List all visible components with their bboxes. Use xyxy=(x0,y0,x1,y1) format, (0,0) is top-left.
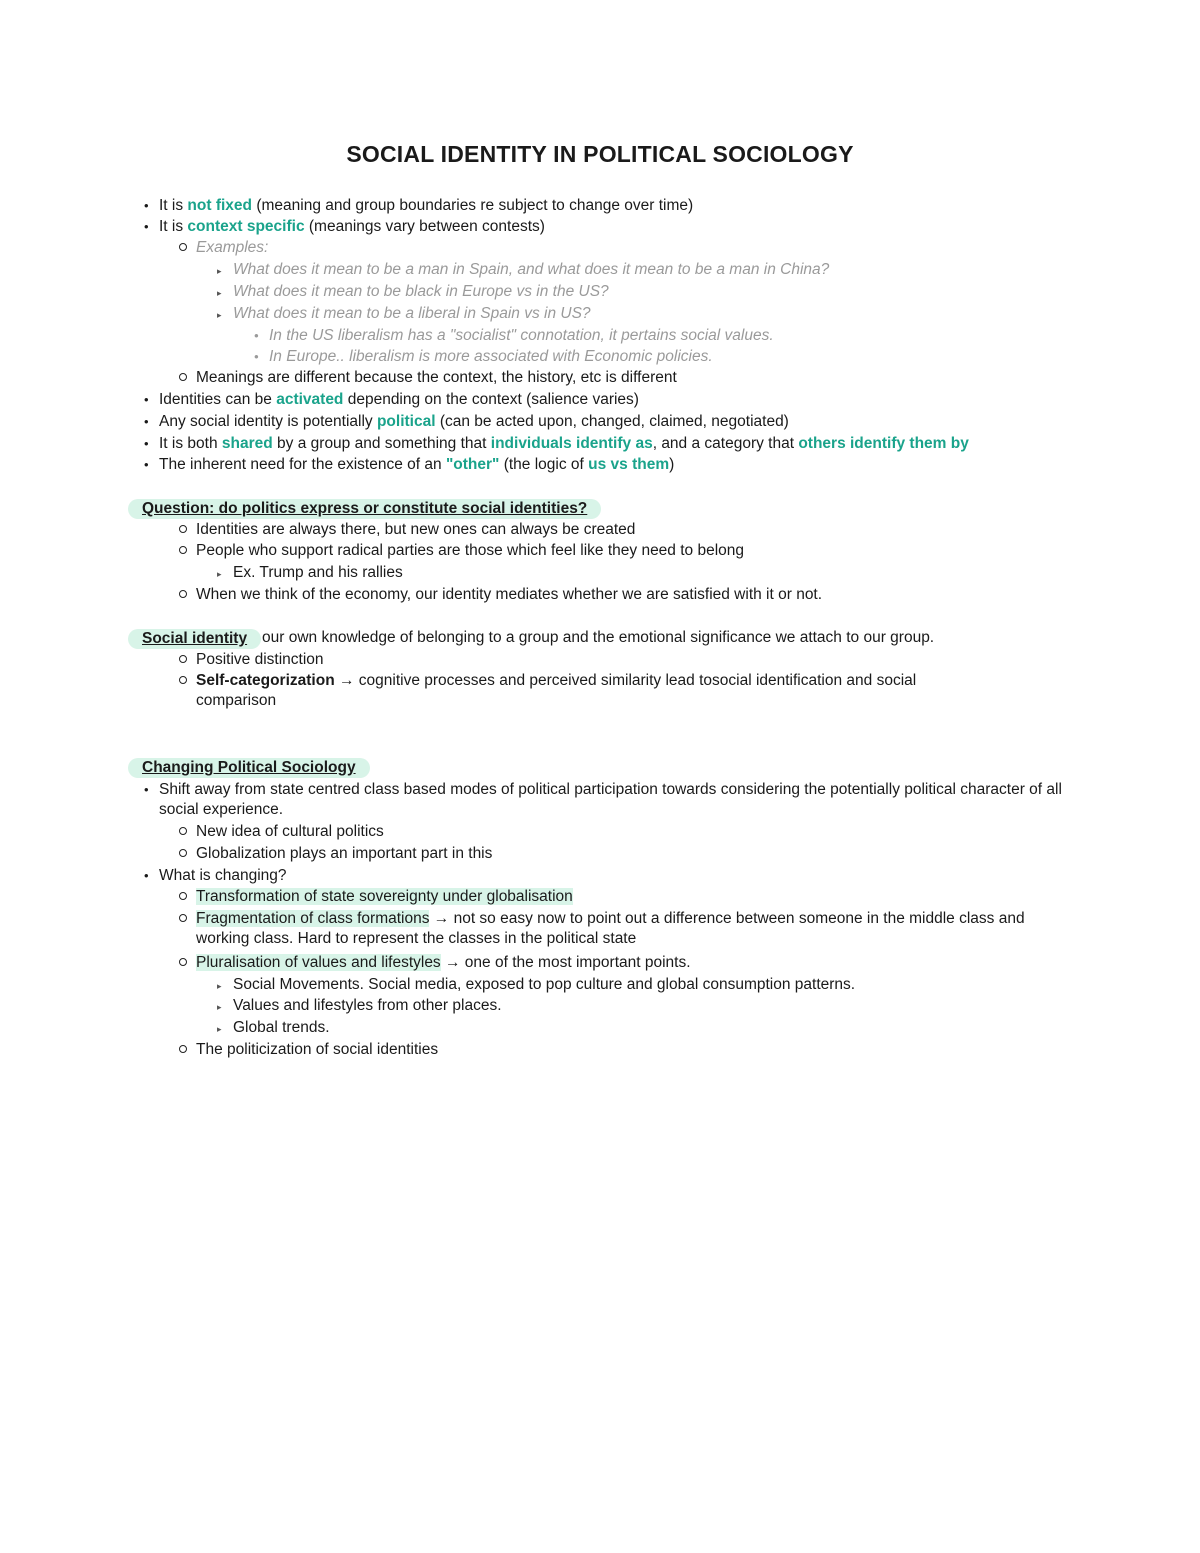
bullet-icon: • xyxy=(144,414,149,429)
list-item: ▸ Values and lifestyles from other places. xyxy=(233,996,502,1016)
circle-bullet-icon xyxy=(179,546,187,554)
list-item: • It is context specific (meanings vary between contests) xyxy=(144,218,545,235)
arrow-bullet-icon: ▸ xyxy=(217,288,222,298)
list-item: • Shift away from state centred class based modes of political participation towards considering the potentially political character of all social experience. xyxy=(144,781,1062,818)
list-item: Identities are always there, but new ones can always be created xyxy=(196,520,635,540)
list-item: Fragmentation of class formations → not so easy now to point out a difference between someone in the middle class and working class. Hard to represent the classes in the political state xyxy=(196,909,1056,949)
list-item: When we think of the economy, our identity mediates whether we are satisfied with it or not. xyxy=(196,585,822,605)
page-title: SOCIAL IDENTITY IN POLITICAL SOCIOLOGY xyxy=(346,141,854,167)
list-item: ▸ Ex. Trump and his rallies xyxy=(233,563,403,583)
circle-bullet-icon xyxy=(179,525,187,533)
circle-bullet-icon xyxy=(179,590,187,598)
circle-bullet-icon xyxy=(179,373,187,381)
list-item: ▸ Social Movements. Social media, exposed to pop culture and global consumption patterns. xyxy=(233,975,855,995)
list-item: ▸ What does it mean to be black in Europe vs in the US? xyxy=(233,282,609,302)
list-item: Meanings are different because the context, the history, etc is different xyxy=(196,368,677,388)
list-item: Positive distinction xyxy=(196,650,324,670)
bullet-icon: • xyxy=(144,392,149,407)
list-item: • In the US liberalism has a "socialist" connotation, it pertains social values. xyxy=(254,327,774,344)
list-item: • Identities can be activated depending on the context (salience varies) xyxy=(144,391,639,408)
circle-bullet-icon xyxy=(179,892,187,900)
list-item: Examples: xyxy=(196,238,268,258)
arrow-bullet-icon: ▸ xyxy=(217,310,222,320)
circle-bullet-icon xyxy=(179,655,187,663)
arrow-bullet-icon: ▸ xyxy=(217,1024,222,1034)
bullet-icon: • xyxy=(254,328,259,343)
arrow-bullet-icon: ▸ xyxy=(217,981,222,991)
list-item: • It is not fixed (meaning and group boundaries re subject to change over time) xyxy=(144,197,694,214)
definition-text: our own knowledge of belonging to a group and the emotional significance we attach to our group. xyxy=(262,629,935,646)
list-item: Globalization plays an important part in this xyxy=(196,844,492,864)
list-item: • The inherent need for the existence of an "other" (the logic of us vs them) xyxy=(144,456,675,473)
circle-bullet-icon xyxy=(179,914,187,922)
section-heading-changing: Changing Political Sociology xyxy=(128,758,370,778)
bullet-icon: • xyxy=(144,219,149,234)
list-item: • What is changing? xyxy=(144,867,287,884)
list-item: • In Europe.. liberalism is more associated with Economic policies. xyxy=(254,348,713,365)
section-heading-question: Question: do politics express or constitute social identities? xyxy=(128,499,601,519)
circle-bullet-icon xyxy=(179,1045,187,1053)
bullet-icon: • xyxy=(144,198,149,213)
bullet-icon: • xyxy=(144,457,149,472)
list-item: • Any social identity is potentially political (can be acted upon, changed, claimed, negotiated) xyxy=(144,413,789,430)
list-item: Transformation of state sovereignty under globalisation xyxy=(196,887,573,907)
bullet-icon: • xyxy=(144,436,149,451)
list-item: The politicization of social identities xyxy=(196,1040,438,1060)
list-item: ▸ What does it mean to be a man in Spain, and what does it mean to be a man in China? xyxy=(233,260,829,280)
list-item: New idea of cultural politics xyxy=(196,822,384,842)
circle-bullet-icon xyxy=(179,676,187,684)
arrow-bullet-icon: ▸ xyxy=(217,266,222,276)
bullet-icon: • xyxy=(254,349,259,364)
bullet-icon: • xyxy=(144,782,149,797)
circle-bullet-icon xyxy=(179,849,187,857)
section-heading-social-identity: Social identity xyxy=(128,629,261,649)
list-item: ▸ What does it mean to be a liberal in Spain vs in US? xyxy=(233,304,591,324)
list-item: Pluralisation of values and lifestyles → one of the most important points. xyxy=(196,953,691,973)
circle-bullet-icon xyxy=(179,243,187,251)
list-item: Self-categorization → cognitive processes and perceived similarity lead tosocial identification and social comparison xyxy=(196,671,996,711)
arrow-bullet-icon: ▸ xyxy=(217,569,222,579)
circle-bullet-icon xyxy=(179,827,187,835)
list-item: People who support radical parties are those which feel like they need to belong xyxy=(196,541,744,561)
circle-bullet-icon xyxy=(179,958,187,966)
bullet-icon: • xyxy=(144,868,149,883)
list-item: ▸ Global trends. xyxy=(233,1018,330,1038)
arrow-bullet-icon: ▸ xyxy=(217,1002,222,1012)
list-item: • It is both shared by a group and something that individuals identify as, and a category that others identify them by xyxy=(144,435,969,452)
